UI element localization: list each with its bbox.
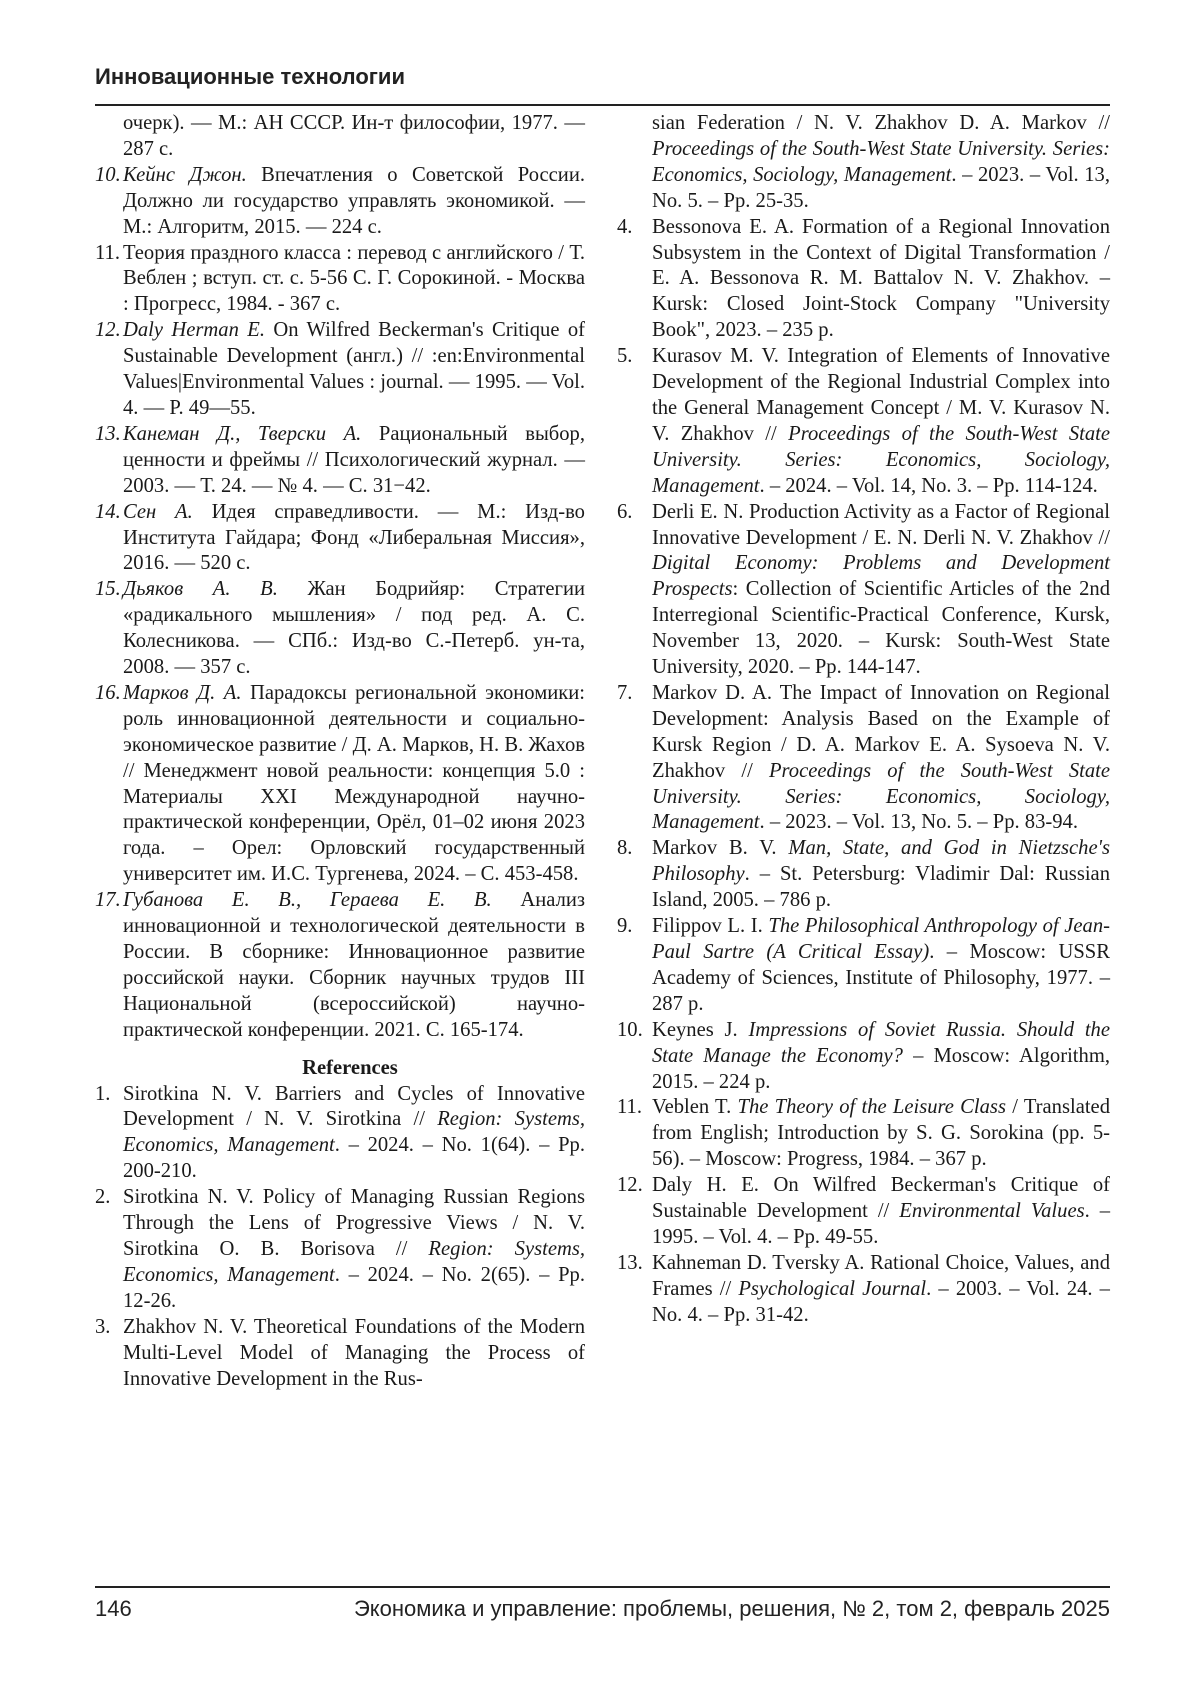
italic-text: Environmental Values: [899, 1200, 1084, 1222]
reference-entry: [617, 1095, 1110, 1173]
italic-text: The Philosophical Anthropology of Jean-Paul Sartre (A Critical Essay): [652, 915, 1110, 963]
entry-number: 10.: [617, 1018, 643, 1044]
italic-text: Man, State, and God in Nietzsche's Philosophy: [652, 837, 1110, 885]
entry-text: Bessonova E. A. Formation of a Regional Innovation Subsystem in the Context of Digital Transformation / E. A. Bessonova R. M. Battalov N. V. Zhakhov. – Kursk: Closed Joint-Stock Company "University Book", 2023. – 235 p.: [652, 216, 1110, 342]
reference-entry: [95, 111, 585, 163]
entry-text: Анализ инновационной и технологической деятельности в России. В сборнике: Инновационное развитие российской науки. Сборник научных трудов III Национальной (всероссийской) научно-практической конференции. 2021. С. 165-174.: [123, 889, 585, 1041]
reference-entry: [617, 500, 1110, 681]
reference-entry: [617, 914, 1110, 1018]
footer-rule: [95, 1586, 1110, 1588]
page-number: 146: [95, 1596, 132, 1622]
reference-entry: [617, 1251, 1110, 1329]
entry-text: – Moscow: Algorithm, 2015. – 224 p.: [652, 1045, 1110, 1093]
reference-entry: [95, 1082, 585, 1186]
reference-entry: [617, 344, 1110, 499]
italic-text: Сен А.: [123, 501, 193, 523]
entry-text: Markov D. A. The Impact of Innovation on Regional Development: Analysis Based on the Example of Kursk Region / D. A. Markov E. A. Sysoeva N. V. Zhakhov //: [652, 682, 1110, 782]
reference-entry: [617, 111, 1110, 215]
entry-text: Впечатления о Советской России. Должно ли государство управлять экономикой. — М.: Алгоритм, 2015. — 224 с.: [123, 164, 585, 238]
reference-entry: [617, 836, 1110, 914]
entry-text: . – 2023. – Vol. 13, No. 5. – Pp. 83-94.: [760, 811, 1078, 833]
reference-entry: [617, 1173, 1110, 1251]
entry-text: . – Moscow: USSR Academy of Sciences, Institute of Philosophy, 1977. – 287 p.: [652, 941, 1110, 1015]
entry-number: 8.: [617, 836, 632, 862]
reference-entry: [95, 1185, 585, 1315]
italic-text: Psychological Journal: [738, 1278, 926, 1300]
reference-entry: [95, 681, 585, 888]
entry-number: 13.: [617, 1251, 643, 1277]
entry-text: Рациональный выбор, ценности и фреймы // Психологический журнал. — 2003. — Т. 24. — № 4. — С. 31−42.: [123, 423, 585, 497]
entry-number: 9.: [617, 914, 632, 940]
entry-text: Zhakhov N. V. Theoretical Foundations of the Modern Multi-Level Model of Managing the Process of Innovative Development in the Rus-: [123, 1316, 585, 1390]
italic-text: Губанова Е. В., Гераева Е. В.: [123, 889, 492, 911]
entry-number: 11.: [617, 1095, 642, 1121]
reference-entry: [95, 888, 585, 1043]
entry-text: Теория праздного класса : перевод с английского / Т. Веблен ; вступ. ст. с. 5-56 С. Г. Сорокиной. - Москва : Прогресс, 1984. - 367 с.: [123, 242, 585, 316]
entry-text: . – St. Petersburg: Vladimir Dal: Russian Island, 2005. – 786 p.: [652, 863, 1110, 911]
italic-text: Region: Systems, Economics, Management: [123, 1238, 585, 1286]
entry-number: 10.: [95, 163, 121, 189]
italic-text: Кейнс Джон.: [123, 164, 247, 186]
entry-text: sian Federation / N. V. Zhakhov D. A. Markov //: [652, 112, 1110, 134]
entry-number: 16.: [95, 681, 121, 707]
entry-number: 17.: [95, 888, 121, 914]
italic-text: Impressions of Soviet Russia. Should the State Manage the Economy?: [652, 1019, 1110, 1067]
reference-entry: [617, 1018, 1110, 1096]
italic-text: Daly Herman E.: [123, 319, 265, 341]
entry-text: Kurasov M. V. Integration of Elements of Innovative Development of the Regional Industrial Complex into the General Management Concept / M. V. Kurasov N. V. Zhakhov //: [652, 345, 1110, 445]
entry-text: Markov B. V.: [652, 837, 788, 859]
entry-number: 4.: [617, 215, 632, 241]
entry-number: 14.: [95, 500, 121, 526]
entry-number: 12.: [617, 1173, 643, 1199]
entry-text: : Collection of Scientific Articles of the 2nd Interregional Scientific-Practical Conference, Kursk, November 13, 2020. – Kursk: South-West State University, 2020. – Pp. 144-147.: [652, 578, 1110, 678]
reference-entry: [95, 422, 585, 500]
italic-text: Region: Systems, Economics, Management: [123, 1108, 585, 1156]
entry-text: On Wilfred Beckerman's Critique of Sustainable Development (англ.) // :en:Environmental Values|Environmental Values : journal. — 1995. — Vol. 4. — P. 49—55.: [123, 319, 585, 419]
reference-entry: [95, 318, 585, 422]
entry-number: 5.: [617, 344, 632, 370]
italic-text: Proceedings of the South-West State University. Series: Economics, Sociology, Management: [652, 760, 1110, 834]
entry-text: Keynes J.: [652, 1019, 749, 1041]
entry-text: Filippov L. I.: [652, 915, 768, 937]
header-rule: [95, 104, 1110, 106]
entry-text: Парадоксы региональной экономики: роль инновационной деятельности и социально-экономическое развитие / Д. А. Марков, Н. В. Жахов // Менеджмент новой реальности: концепция 5.0 : Материалы XXI Международной научно-практической конференции, Орёл, 01–02 июня 2023 года. – Орел: Орловский государственный университет им. И.С. Тургенева, 2024. – С. 453-458.: [123, 682, 585, 885]
italic-text: Proceedings of the South-West State University. Series: Economics, Sociology, Management: [652, 423, 1110, 497]
entry-text: . – 2024. – No. 1(64). – Pp. 200-210.: [123, 1134, 585, 1182]
entry-number: 3.: [95, 1315, 110, 1341]
reference-entry: [95, 577, 585, 681]
italic-text: The Theory of the Leisure Class: [738, 1096, 1006, 1118]
journal-title: Экономика и управление: проблемы, решения, № 2, том 2, февраль 2025: [354, 1596, 1110, 1622]
reference-entry: [95, 1315, 585, 1393]
entry-text: . – 2023. – Vol. 13, No. 5. – Pp. 25-35.: [652, 164, 1110, 212]
italic-text: Канеман Д., Тверски А.: [123, 423, 361, 445]
right-column: [617, 111, 1110, 1329]
entry-text: очерк). — М.: АН СССР. Ин-т философии, 1977. — 287 с.: [123, 112, 585, 160]
entry-number: 12.: [95, 318, 121, 344]
entry-number: 1.: [95, 1082, 110, 1108]
entry-text: . – 2024. – No. 2(65). – Pp. 12-26.: [123, 1264, 585, 1312]
entry-text: Derli E. N. Production Activity as a Factor of Regional Innovative Development / E. N. Derli N. V. Zhakhov //: [652, 501, 1110, 549]
entry-number: 15.: [95, 577, 121, 603]
entry-text: Daly H. E. On Wilfred Beckerman's Critique of Sustainable Development //: [652, 1174, 1110, 1222]
entry-text: . – 2003. – Vol. 24. – No. 4. – Pp. 31-42.: [652, 1278, 1110, 1326]
italic-text: Proceedings of the South-West State University. Series: Economics, Sociology, Management: [652, 138, 1110, 186]
entry-text: . – 2024. – Vol. 14, No. 3. – Pp. 114-124.: [760, 475, 1098, 497]
entry-text: Kahneman D. Tversky A. Rational Choice, Values, and Frames //: [652, 1252, 1110, 1300]
reference-entry: [617, 215, 1110, 345]
entry-number: 2.: [95, 1185, 110, 1211]
italic-text: Digital Economy: Problems and Development Prospects: [652, 552, 1110, 600]
references-heading: References: [95, 1056, 585, 1082]
entry-number: 11.: [95, 241, 120, 267]
italic-text: Марков Д. А.: [123, 682, 241, 704]
entry-text: . – 1995. – Vol. 4. – Pp. 49-55.: [652, 1200, 1110, 1248]
entry-number: 7.: [617, 681, 632, 707]
reference-entry: [95, 241, 585, 319]
entry-text: / Translated from English; Introduction by S. G. Sorokina (pp. 5-56). – Moscow: Progress, 1984. – 367 p.: [652, 1096, 1110, 1170]
entry-text: Жан Бодрийяр: Стратегии «радикального мышления» / под ред. А. С. Колесникова. — СПб.: Изд-во С.-Петерб. ун-та, 2008. — 357 с.: [123, 578, 585, 678]
italic-text: Дьяков А. В.: [123, 578, 278, 600]
entry-text: Veblen T.: [652, 1096, 738, 1118]
entry-text: Sirotkina N. V. Policy of Managing Russian Regions Through the Lens of Progressive Views / N. V. Sirotkina O. B. Borisova //: [123, 1186, 585, 1260]
entry-text: Sirotkina N. V. Barriers and Cycles of Innovative Development / N. V. Sirotkina //: [123, 1083, 585, 1131]
left-column: [95, 111, 585, 1392]
reference-entry: [617, 681, 1110, 836]
reference-entry: [95, 163, 585, 241]
entry-number: 13.: [95, 422, 121, 448]
reference-entry: [95, 500, 585, 578]
entry-text: Идея справедливости. — М.: Изд-во Института Гайдара; Фонд «Либеральная Миссия», 2016. — 520 с.: [123, 501, 585, 575]
section-title: Инновационные технологии: [95, 64, 405, 90]
entry-number: 6.: [617, 500, 632, 526]
